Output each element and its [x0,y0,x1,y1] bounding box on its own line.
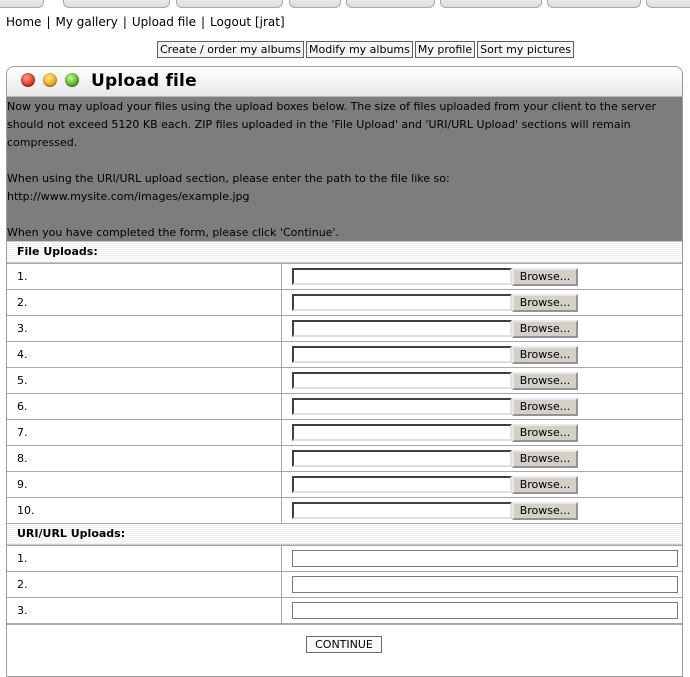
file-upload-row-number: 4. [7,342,282,368]
browse-button[interactable]: Browse... [512,372,578,390]
file-upload-row [7,498,682,524]
file-upload-cell [282,316,683,342]
file-path-input[interactable] [292,346,512,363]
page-title: Upload file [91,71,197,91]
file-path-input[interactable] [292,398,512,415]
file-path-input[interactable] [292,268,512,285]
file-uploads-table [7,263,682,524]
url-input[interactable] [292,550,678,567]
panel-header [7,67,682,97]
file-upload-row-number: 9. [7,472,282,498]
browse-button[interactable]: Browse... [512,424,578,442]
green-window-dot-icon [65,73,79,87]
nav-my-gallery-link[interactable]: My gallery [55,15,118,29]
file-upload-cell [282,394,683,420]
file-path-input[interactable] [292,320,512,337]
my-profile-button[interactable]: My profile [415,41,475,58]
browse-button[interactable]: Browse... [512,476,578,494]
file-upload-cell [282,472,683,498]
url-upload-cell [282,598,683,624]
url-upload-row [7,546,682,572]
upload-instructions [7,97,682,241]
instructions-url-example: http://www.mysite.com/images/example.jpg [7,190,250,203]
file-upload-row [7,420,682,446]
file-upload-row [7,264,682,290]
url-upload-row [7,598,682,624]
breadcrumb [6,15,285,29]
file-upload-cell [282,446,683,472]
url-input[interactable] [292,602,678,619]
instructions-continue: When you have completed the form, please click 'Continue'. [7,226,339,239]
modify-albums-button[interactable]: Modify my albums [306,41,413,58]
file-upload-row-number: 7. [7,420,282,446]
upload-panel [6,66,683,677]
browse-button[interactable]: Browse... [512,502,578,520]
top-tab-strip [0,0,690,8]
url-input[interactable] [292,576,678,593]
file-upload-row-number: 3. [7,316,282,342]
file-path-input[interactable] [292,372,512,389]
file-upload-row-number: 5. [7,368,282,394]
instructions-size-limit: Now you may upload your files using the upload boxes below. The size of files uploaded from your client to the server should not exceed 5120 KB each. ZIP files uploaded in the 'File Upload' and 'URI/URL Upload' sections will remain compressed. [7,100,657,149]
nav-upload-file-link[interactable]: Upload file [131,15,196,29]
nav-separator: | [122,15,127,29]
file-upload-cell [282,368,683,394]
file-upload-row [7,342,682,368]
create-order-albums-button[interactable]: Create / order my albums [157,41,304,58]
nav-logout-link[interactable]: Logout [jrat] [210,15,285,29]
url-upload-row-number: 3. [7,598,282,624]
file-path-input[interactable] [292,502,512,519]
file-uploads-heading: File Uploads: [7,241,682,263]
url-uploads-table [7,545,682,624]
file-upload-cell [282,264,683,290]
file-upload-cell [282,290,683,316]
file-path-input[interactable] [292,424,512,441]
yellow-window-dot-icon [43,73,57,87]
file-upload-row [7,394,682,420]
file-path-input[interactable] [292,294,512,311]
nav-home-link[interactable]: Home [6,15,42,29]
url-upload-row [7,572,682,598]
file-upload-row [7,316,682,342]
file-upload-cell [282,498,683,524]
url-upload-cell [282,572,683,598]
file-upload-row [7,446,682,472]
browse-button[interactable]: Browse... [512,294,578,312]
url-upload-cell [282,546,683,572]
file-upload-row-number: 1. [7,264,282,290]
browse-button[interactable]: Browse... [512,268,578,286]
form-footer [7,624,682,669]
file-upload-cell [282,342,683,368]
album-subnav [157,41,576,58]
nav-separator: | [201,15,206,29]
sort-pictures-button[interactable]: Sort my pictures [477,41,574,58]
url-upload-row-number: 1. [7,546,282,572]
file-upload-row-number: 10. [7,498,282,524]
file-upload-cell [282,420,683,446]
instructions-url-usage: When using the URI/URL upload section, please enter the path to the file like so: [7,172,450,185]
file-path-input[interactable] [292,450,512,467]
file-upload-row [7,472,682,498]
file-path-input[interactable] [292,476,512,493]
file-upload-row [7,290,682,316]
file-upload-row-number: 8. [7,446,282,472]
browse-button[interactable]: Browse... [512,450,578,468]
nav-separator: | [46,15,51,29]
file-upload-row [7,368,682,394]
browse-button[interactable]: Browse... [512,320,578,338]
file-upload-row-number: 2. [7,290,282,316]
url-upload-row-number: 2. [7,572,282,598]
continue-button[interactable]: CONTINUE [306,636,382,653]
browse-button[interactable]: Browse... [512,346,578,364]
red-window-dot-icon [21,73,35,87]
file-upload-row-number: 6. [7,394,282,420]
url-uploads-heading: URI/URL Uploads: [7,524,682,545]
browse-button[interactable]: Browse... [512,398,578,416]
